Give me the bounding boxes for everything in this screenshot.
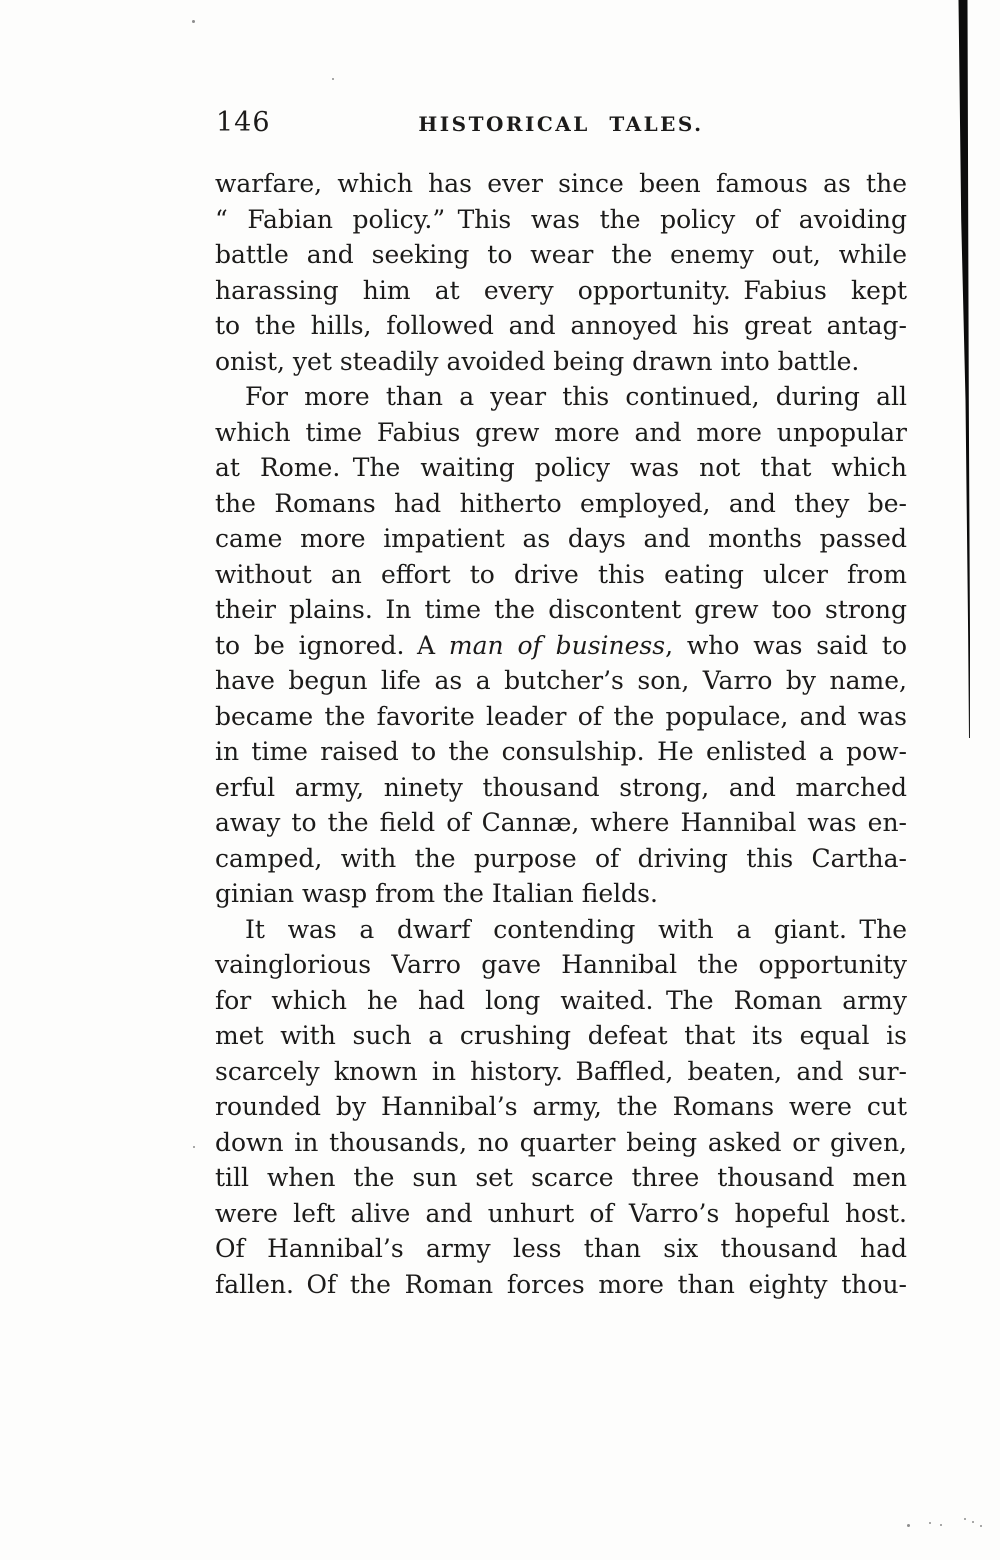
text-line (215, 1231, 907, 1267)
text-line (215, 734, 907, 770)
text-line (215, 628, 907, 664)
paragraph (215, 912, 907, 1303)
text-segment: vainglorious Varro gave Hannibal the opportunity (215, 950, 907, 979)
text-line (215, 450, 907, 486)
text-segment: without an effort to drive this eating ulcer from (215, 559, 907, 589)
text-block (215, 166, 907, 1302)
text-segment: the Romans had hitherto employed, and they be- (215, 488, 907, 518)
text-line (215, 1054, 907, 1090)
text-segment: to be ignored. A (215, 630, 449, 660)
scan-speckle (907, 1524, 910, 1527)
text-segment: to the hills, followed and annoyed his great antag- (215, 311, 907, 340)
text-segment: scarcely known in history. Baffled, beaten, and sur- (215, 1056, 907, 1086)
text-line (215, 592, 907, 628)
scan-speckle (980, 1525, 982, 1527)
text-segment: It was a dwarf contending with a giant. The (245, 914, 907, 944)
text-line (215, 1089, 907, 1125)
text-line (215, 770, 907, 806)
text-line (215, 166, 907, 202)
scan-speckle (940, 1524, 942, 1526)
scan-gutter-bar (955, 0, 975, 745)
scan-gutter-bar-shape (959, 0, 971, 738)
text-segment: , who was said to (665, 630, 907, 660)
italic-text-segment: man of business (448, 630, 666, 660)
text-segment: at Rome. The waiting policy was not that which (215, 453, 907, 482)
text-segment: rounded by Hannibal’s army, the Romans were cut (215, 1092, 907, 1121)
page-number: 146 (216, 107, 271, 138)
text-line (215, 841, 907, 877)
text-line (215, 1196, 907, 1232)
text-segment: warfare, which has ever since been famous as the (215, 169, 907, 198)
scan-speckle (193, 1146, 195, 1148)
running-header (215, 106, 907, 142)
text-line (215, 344, 907, 380)
text-segment: down in thousands, no quarter being asked or given, (215, 1127, 907, 1157)
text-line (215, 237, 907, 273)
text-line (215, 557, 907, 593)
paragraph (215, 379, 907, 912)
text-segment: onist, yet steadily avoided being drawn into battle. (215, 346, 860, 376)
text-line (215, 308, 907, 344)
text-segment: “ Fabian policy.” This was the policy of avoiding (215, 204, 907, 234)
header-title: HISTORICAL TALES. (418, 112, 704, 136)
scan-speckle (964, 1518, 966, 1520)
text-segment: ginian wasp from the Italian fields. (215, 879, 658, 908)
text-segment: were left alive and unhurt of Varro’s hopeful host. (215, 1198, 907, 1228)
text-segment: camped, with the purpose of driving this Cartha- (215, 843, 907, 873)
text-segment: battle and seeking to wear the enemy out, while (215, 240, 907, 269)
text-segment: erful army, ninety thousand strong, and marched (215, 772, 907, 802)
text-segment: till when the sun set scarce three thousand men (215, 1163, 907, 1192)
text-line (215, 805, 907, 841)
text-segment: which time Fabius grew more and more unpopular (215, 417, 907, 447)
text-line (215, 699, 907, 735)
text-line (215, 947, 907, 983)
text-line (215, 486, 907, 522)
text-segment: their plains. In time the discontent grew too strong (215, 595, 907, 624)
text-segment: met with such a crushing defeat that its equal is (215, 1021, 907, 1050)
text-line (215, 202, 907, 238)
text-line (215, 1018, 907, 1054)
text-line (215, 415, 907, 451)
text-line (215, 912, 907, 948)
text-line (215, 663, 907, 699)
text-line (215, 1125, 907, 1161)
text-segment: for which he had long waited. The Roman army (215, 985, 907, 1015)
text-segment: For more than a year this continued, during all (245, 382, 907, 411)
text-segment: in time raised to the consulship. He enlisted a pow- (215, 737, 907, 766)
text-segment: Of Hannibal’s army less than six thousand had (215, 1234, 907, 1263)
text-line (215, 876, 907, 912)
text-segment: have begun life as a butcher’s son, Varro by name, (215, 666, 907, 695)
scan-speckle (192, 20, 195, 23)
text-segment: harassing him at every opportunity. Fabius kept (215, 275, 907, 305)
text-segment: came more impatient as days and months passed (215, 524, 907, 553)
text-line (215, 1267, 907, 1303)
text-line (215, 1160, 907, 1196)
text-line (215, 273, 907, 309)
text-line (215, 379, 907, 415)
scan-speckle (929, 1522, 931, 1524)
paragraph (215, 166, 907, 379)
scan-speckle (972, 1521, 974, 1523)
text-segment: became the favorite leader of the populace, and was (215, 701, 907, 731)
text-segment: fallen. Of the Roman forces more than eighty thou- (215, 1269, 907, 1299)
scan-speckle (332, 78, 334, 80)
text-line (215, 983, 907, 1019)
text-segment: away to the field of Cannæ, where Hannibal was en- (215, 808, 907, 837)
text-line (215, 521, 907, 557)
